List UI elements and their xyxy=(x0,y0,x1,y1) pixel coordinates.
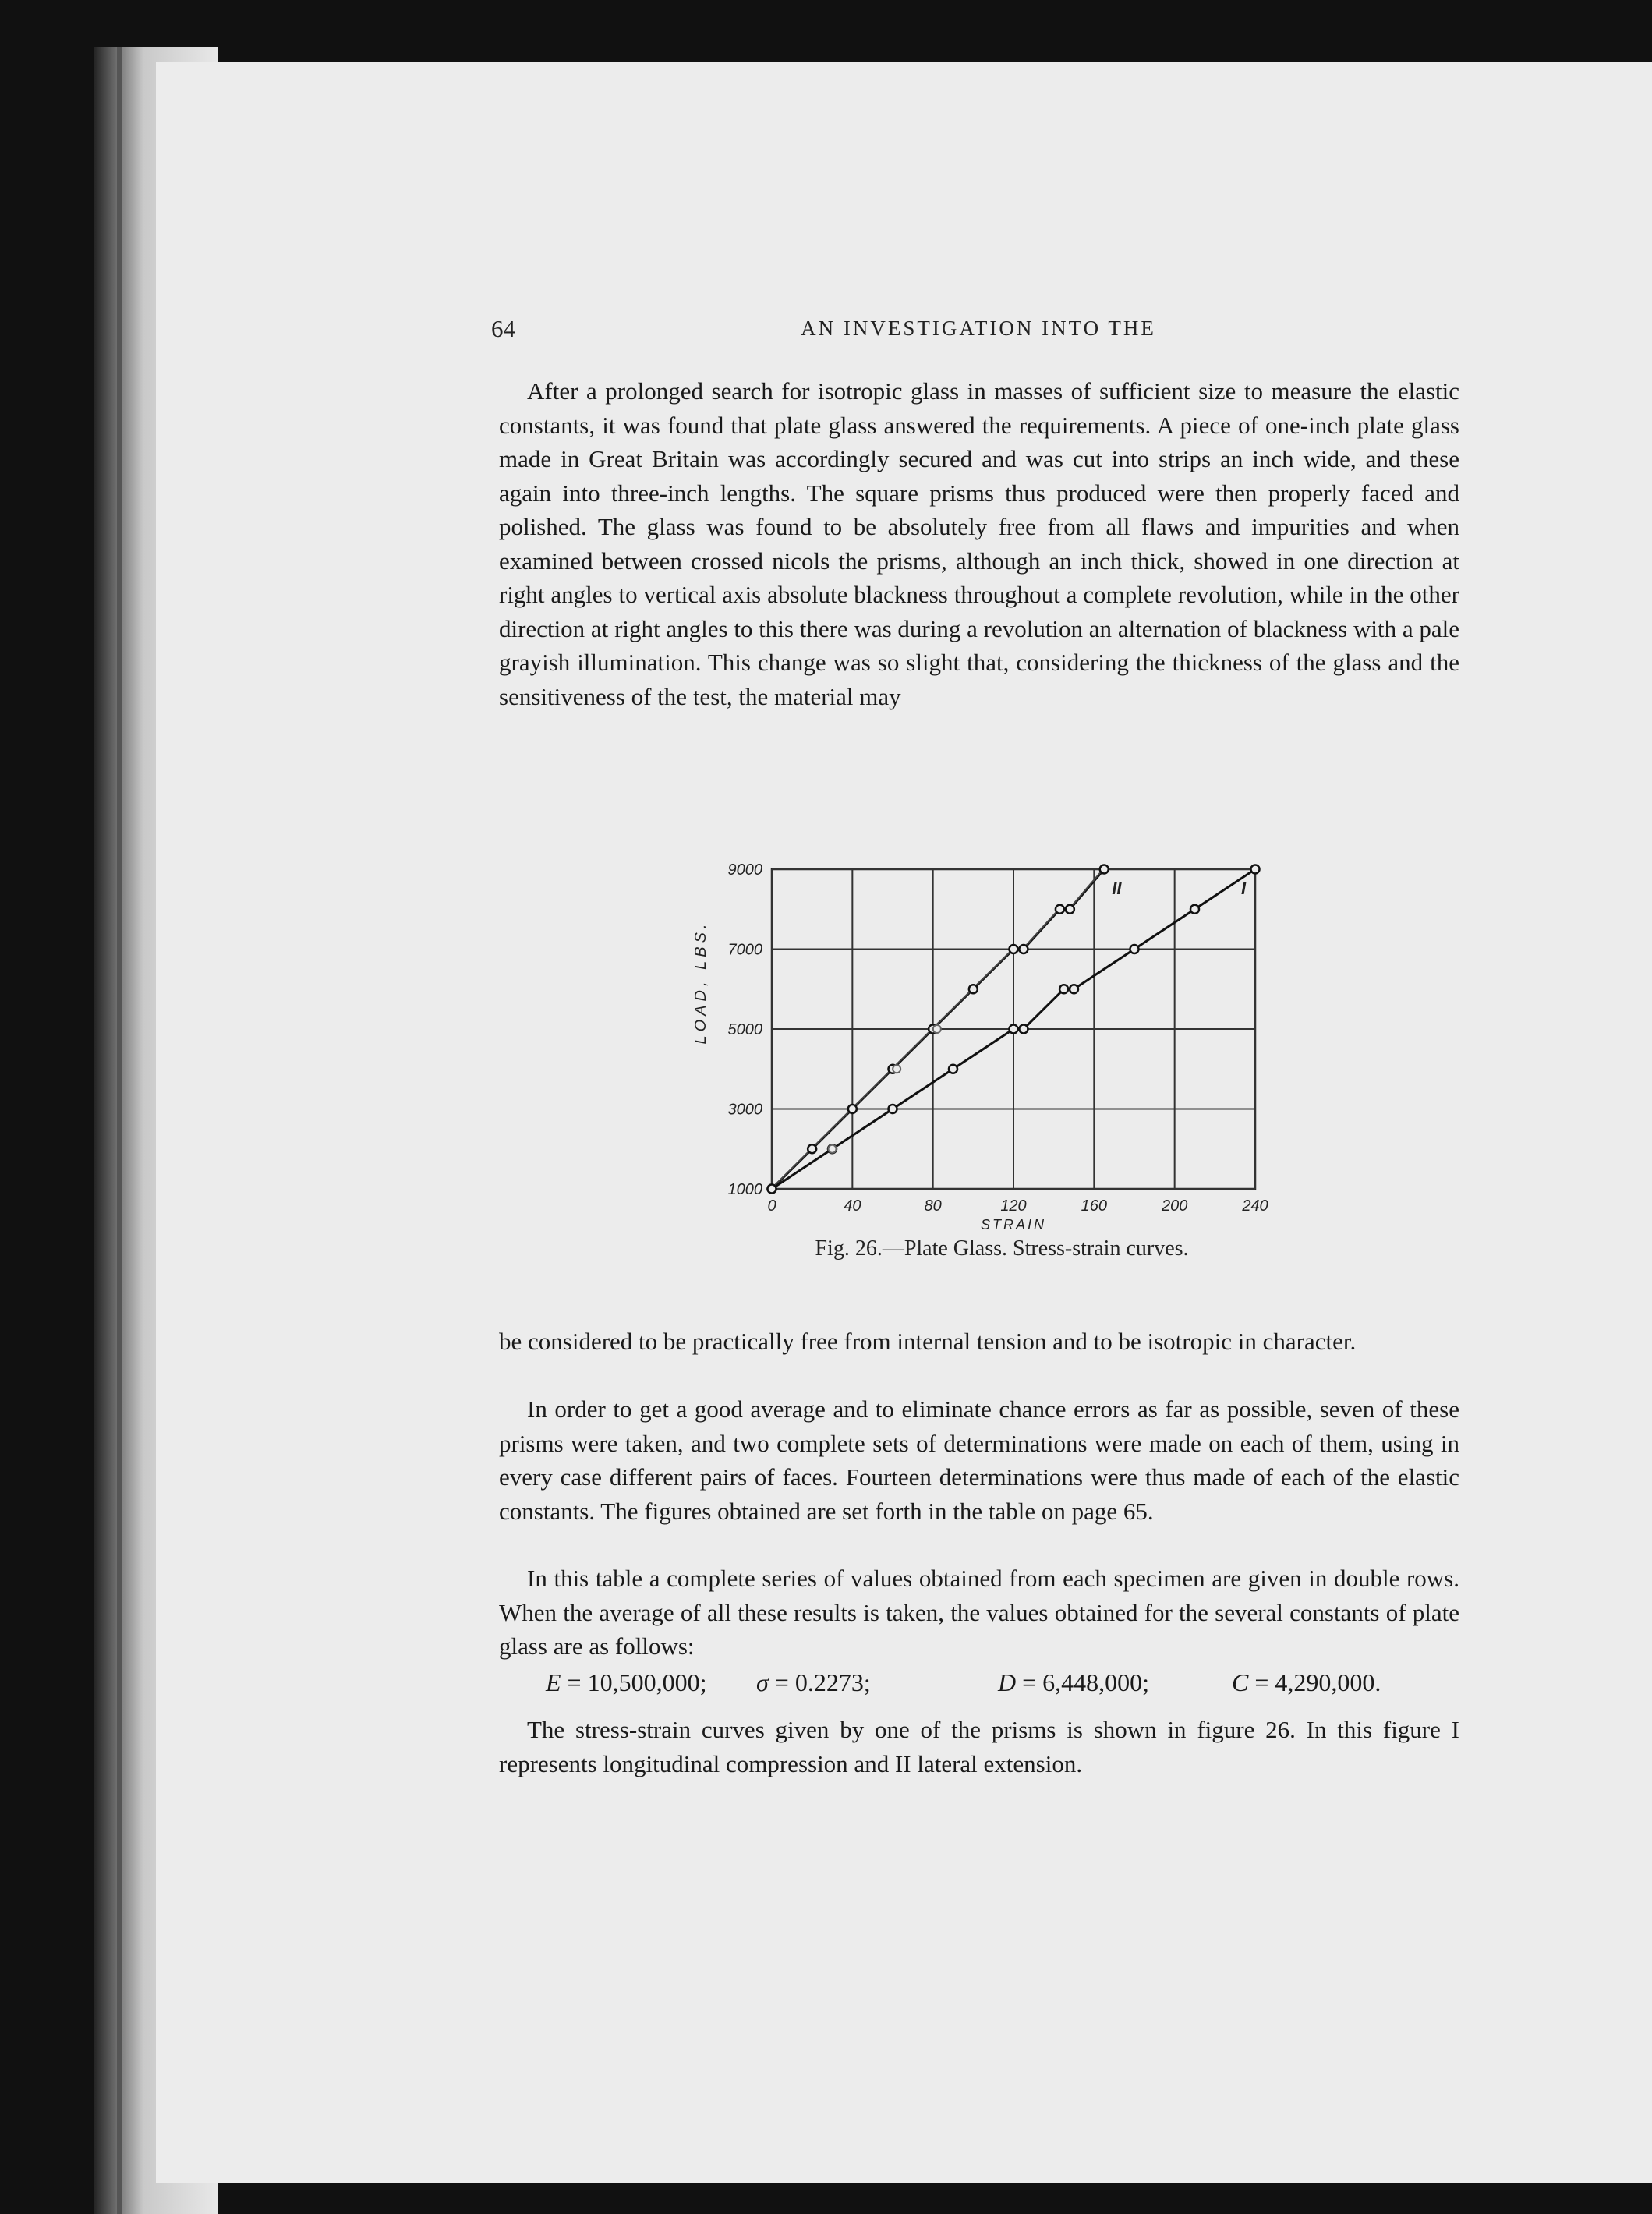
paragraph-3: In order to get a good average and to eliminate chance errors as far as possible, seven of these prisms were taken, and two complete sets of determinations were made on each of them, using in every case different pairs of faces. Fourteen determinations were thus made of each of the elastic constants. The figures obtained are set forth in the table on page 65. xyxy=(499,1395,1459,1525)
series-label-ii: II xyxy=(1112,879,1122,898)
paragraph-2: be considered to be practically free from internal tension and to be isotropic in character. xyxy=(499,1328,1357,1355)
data-point-i-6 xyxy=(1059,985,1068,993)
x-tick-label-4: 160 xyxy=(1081,1197,1108,1215)
data-point-i-4 xyxy=(1010,1025,1018,1034)
value-e: = 10,500,000; xyxy=(561,1668,707,1696)
extra-point-2 xyxy=(933,1025,941,1033)
series-label-i: I xyxy=(1241,879,1247,898)
x-axis-label: STRAIN xyxy=(980,1217,1047,1233)
value-sigma: = 0.2273; xyxy=(768,1668,871,1696)
data-point-ii-7 xyxy=(1019,945,1028,953)
value-c: = 4,290,000. xyxy=(1248,1668,1381,1696)
data-point-i-9 xyxy=(1190,905,1199,914)
data-point-i-5 xyxy=(1019,1025,1028,1034)
stress-strain-chart xyxy=(678,846,1286,1251)
data-point-ii-6 xyxy=(1010,945,1018,953)
constant-d xyxy=(998,1668,1149,1697)
data-point-ii-8 xyxy=(1056,905,1064,914)
constant-c xyxy=(1232,1668,1381,1697)
paragraph-4: In this table a complete series of values obtained from each specimen are given in double rows. When the average of all these results is taken, the values obtained for the several constants of plate glass are as follows: xyxy=(499,1565,1459,1660)
x-tick-label-3: 120 xyxy=(1000,1197,1027,1215)
data-point-i-3 xyxy=(949,1065,957,1073)
data-point-ii-10 xyxy=(1100,865,1109,874)
extra-point-0 xyxy=(829,1145,837,1153)
y-tick-label-4: 9000 xyxy=(727,861,762,879)
paragraph-5: The stress-strain curves given by one of the prisms is shown in figure 26. In this figure I represents longitudinal compression and II lateral extension. xyxy=(499,1716,1459,1777)
data-point-ii-5 xyxy=(969,985,978,993)
symbol-d: D xyxy=(998,1668,1017,1696)
data-point-ii-0 xyxy=(768,1185,776,1194)
data-point-i-2 xyxy=(889,1105,897,1113)
data-point-ii-1 xyxy=(808,1144,816,1153)
constant-sigma xyxy=(756,1668,871,1697)
extra-point-1 xyxy=(893,1065,900,1073)
y-axis-label: LOAD, LBS. xyxy=(692,920,709,1045)
x-tick-label-1: 40 xyxy=(844,1197,861,1215)
constant-e xyxy=(546,1668,706,1697)
running-title: AN INVESTIGATION INTO THE xyxy=(801,317,1156,340)
x-tick-label-5: 200 xyxy=(1161,1197,1188,1215)
data-point-i-7 xyxy=(1070,985,1078,993)
x-tick-label-2: 80 xyxy=(924,1197,942,1215)
data-point-ii-2 xyxy=(848,1105,857,1113)
value-d: = 6,448,000; xyxy=(1016,1668,1150,1696)
y-tick-label-0: 1000 xyxy=(727,1181,762,1198)
x-tick-label-6: 240 xyxy=(1242,1197,1268,1215)
page-number: 64 xyxy=(491,315,515,342)
data-point-ii-9 xyxy=(1066,905,1074,914)
figure-caption: Fig. 26.—Plate Glass. Stress-strain curves. xyxy=(815,1236,1189,1261)
y-tick-label-2: 5000 xyxy=(727,1021,762,1038)
y-tick-label-1: 3000 xyxy=(727,1101,762,1119)
page-header xyxy=(491,315,1466,346)
data-point-i-10 xyxy=(1251,865,1260,874)
data-point-i-8 xyxy=(1130,945,1139,953)
symbol-e: E xyxy=(546,1668,561,1696)
chart-svg xyxy=(678,846,1286,1251)
symbol-sigma: σ xyxy=(756,1668,769,1696)
symbol-c: C xyxy=(1232,1668,1249,1696)
x-tick-label-0: 0 xyxy=(767,1197,776,1215)
constants-equation xyxy=(499,1668,1459,1703)
paragraph-1: After a prolonged search for isotropic glass in masses of sufficient size to measure the elastic constants, it was found that plate glass answered the requirements. A piece of one-inch plate glass made in Great Britain was accordingly secured and was cut into strips an inch wide, and these again into three-inch lengths. The square prisms thus produced were then properly faced and polished. The glass was found to be absolutely free from all flaws and impurities and when examined between crossed nicols the prisms, although an inch thick, showed in one direction at right angles to vertical axis absolute blackness throughout a complete revolution, while in the other direction at right angles to this there was during a revolution an alternation of blackness with a pale grayish illumination. This change was so slight that, considering the thickness of the glass and the sensitiveness of the test, the material may xyxy=(499,377,1459,710)
y-tick-label-3: 7000 xyxy=(727,941,762,959)
